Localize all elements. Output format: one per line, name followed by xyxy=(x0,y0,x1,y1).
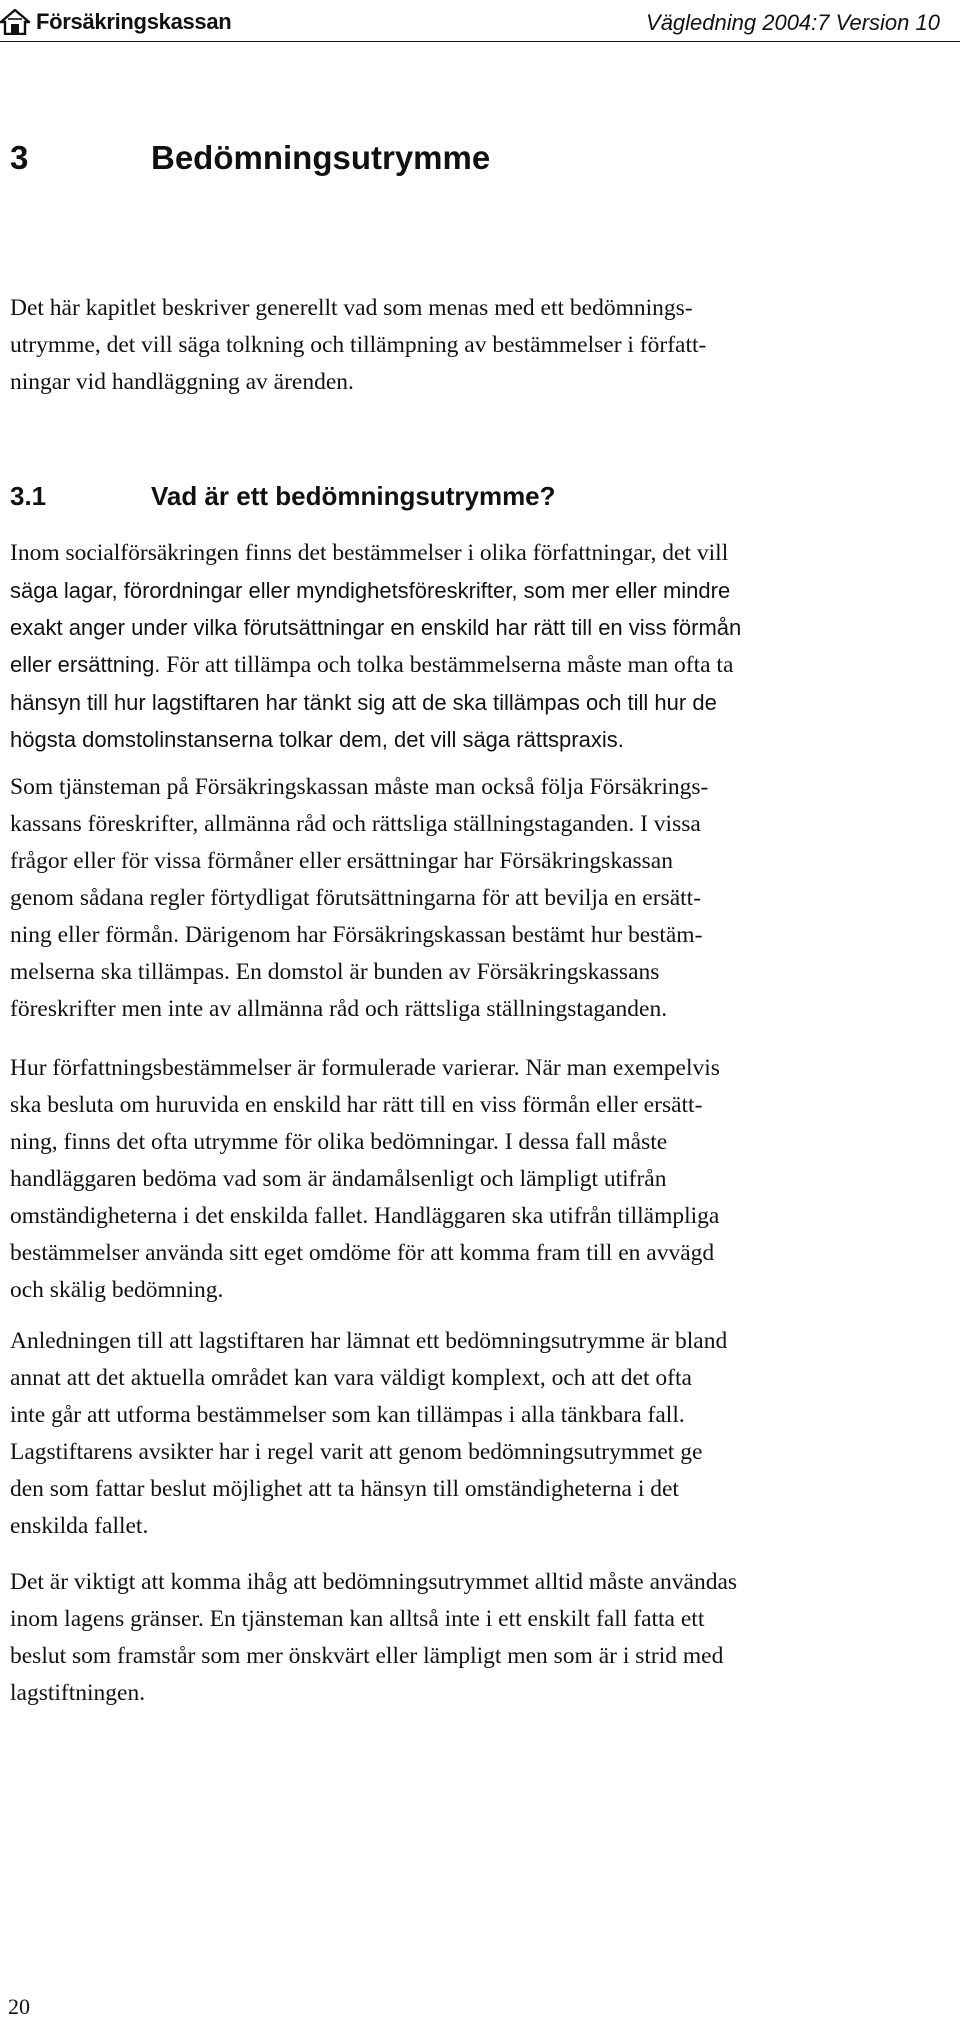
document-reference: Vägledning 2004:7 Version 10 xyxy=(646,10,940,35)
text-line: Inom socialförsäkringen finns det bestämmelser i olika författningar, det vill xyxy=(10,540,729,566)
text-line: föreskrifter men inte av allmänna råd och rättsliga ställningstaganden. xyxy=(10,996,668,1022)
text-line: säga lagar, förordningar eller myndighetsföreskrifter, som mer eller mindre xyxy=(10,578,731,603)
text-segment: eller ersättning. xyxy=(10,652,161,677)
text-line: ningar vid handläggning av ärenden. xyxy=(10,369,354,395)
text-line: Det här kapitlet beskriver generellt vad som menas med ett bedömnings- xyxy=(10,295,693,321)
text-line: omständigheterna i det enskilda fallet. Handläggaren ska utifrån tillämpliga xyxy=(10,1203,720,1229)
text-line: och skälig bedömning. xyxy=(10,1277,224,1303)
section-number: 3.1 xyxy=(10,481,47,511)
text-line: melserna ska tillämpas. En domstol är bunden av Försäkringskassans xyxy=(10,959,660,985)
text-line: bestämmelser använda sitt eget omdöme för att komma fram till en avvägd xyxy=(10,1240,715,1266)
chapter-title: Bedömningsutrymme xyxy=(151,139,491,176)
text-line: exakt anger under vilka förutsättningar en enskild har rätt till en viss förmån xyxy=(10,615,742,640)
text-line: Det är viktigt att komma ihåg att bedömningsutrymmet alltid måste användas xyxy=(10,1569,738,1595)
page-header xyxy=(0,0,960,40)
text-line: hänsyn till hur lagstiftaren har tänkt sig att de ska tillämpas och till hur de xyxy=(10,690,717,715)
body-paragraph-2 xyxy=(10,769,708,1028)
logo xyxy=(0,8,231,36)
logo-text: Försäkringskassan xyxy=(36,9,232,34)
text-line: handläggaren bedöma vad som är ändamålsenligt och lämpligt utifrån xyxy=(10,1166,667,1192)
text-line: utrymme, det vill säga tolkning och tillämpning av bestämmelser i författ- xyxy=(10,332,707,358)
chapter-number: 3 xyxy=(10,139,29,176)
text-segment: För att tillämpa och tolka bestämmelserna måste man ofta ta xyxy=(160,652,734,678)
text-line: Anledningen till att lagstiftaren har lämnat ett bedömningsutrymme är bland xyxy=(10,1328,728,1354)
text-line: ning, finns det ofta utrymme för olika bedömningar. I dessa fall måste xyxy=(10,1129,668,1155)
house-logo-icon xyxy=(0,9,30,35)
text-line: frågor eller för vissa förmåner eller ersättningar har Försäkringskassan xyxy=(10,848,673,874)
intro-paragraph xyxy=(10,290,706,401)
text-line: inom lagens gränser. En tjänsteman kan alltså inte i ett enskilt fall fatta ett xyxy=(10,1606,705,1632)
text-line: enskilda fallet. xyxy=(10,1513,149,1539)
text-line: kassans föreskrifter, allmänna råd och rättsliga ställningstaganden. I vissa xyxy=(10,811,701,837)
text-line: Hur författningsbestämmelser är formulerade varierar. När man exempelvis xyxy=(10,1055,720,1081)
text-line: den som fattar beslut möjlighet att ta hänsyn till omständigheterna i det xyxy=(10,1476,679,1502)
body-paragraph-1 xyxy=(10,535,741,758)
text-line: ska besluta om huruvida en enskild har rätt till en viss förmån eller ersätt- xyxy=(10,1092,703,1118)
text-line: Lagstiftarens avsikter har i regel varit att genom bedömningsutrymmet ge xyxy=(10,1439,703,1465)
section-title: Vad är ett bedömningsutrymme? xyxy=(151,481,556,511)
body-paragraph-5 xyxy=(10,1564,737,1712)
text-line: ning eller förmån. Därigenom har Försäkringskassan bestämt hur bestäm- xyxy=(10,922,703,948)
header-divider xyxy=(0,41,960,42)
body-paragraph-3 xyxy=(10,1050,720,1309)
chapter-heading xyxy=(10,138,490,178)
text-line: högsta domstolinstanserna tolkar dem, det vill säga rättspraxis. xyxy=(10,727,624,752)
text-line: annat att det aktuella området kan vara väldigt komplext, och att det ofta xyxy=(10,1365,692,1391)
text-line: beslut som framstår som mer önskvärt eller lämpligt men som är i strid med xyxy=(10,1643,724,1669)
text-line: lagstiftningen. xyxy=(10,1680,146,1706)
text-line: Som tjänsteman på Försäkringskassan måste man också följa Försäkrings- xyxy=(10,774,709,800)
body-paragraph-4 xyxy=(10,1323,727,1545)
text-line: inte går att utforma bestämmelser som kan tillämpas i alla tänkbara fall. xyxy=(10,1402,685,1428)
text-line: genom sådana regler förtydligat förutsättningarna för att bevilja en ersätt- xyxy=(10,885,702,911)
page-number: 20 xyxy=(8,1994,30,2019)
section-heading xyxy=(10,479,556,513)
